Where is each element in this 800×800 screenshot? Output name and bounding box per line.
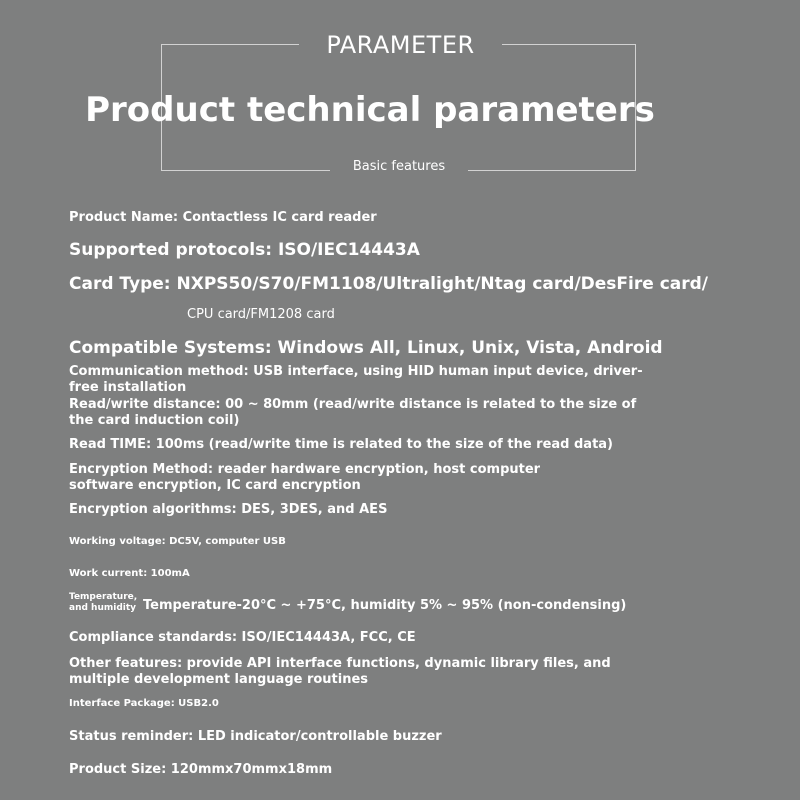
spec-systems: Compatible Systems: Windows All, Linux, Unix, Vista, Android: [69, 338, 663, 358]
spec-encryption-algorithms: Encryption algorithms: DES, 3DES, and AES: [69, 502, 388, 517]
spec-other-features: Other features: provide API interface functions, dynamic library files, and multiple development language routines: [69, 656, 611, 687]
page-title: Product technical parameters: [85, 90, 655, 130]
spec-encryption-method: Encryption Method: reader hardware encryption, host computer software encryption, IC card encryption: [69, 462, 541, 493]
spec-communication: Communication method: USB interface, using HID human input device, driver-free installation: [69, 364, 643, 395]
frame-line-right: [502, 44, 636, 45]
section-kicker: PARAMETER: [326, 31, 475, 59]
spec-card-type: Card Type: NXPS50/S70/FM1108/Ultralight/Ntag card/DesFire card/: [69, 274, 709, 294]
spec-card-type-continued: CPU card/FM1208 card: [187, 307, 335, 322]
subtitle: Basic features: [352, 159, 446, 174]
spec-size: Product Size: 120mmx70mmx18mm: [69, 762, 333, 777]
spec-current: Work current: 100mA: [69, 568, 190, 579]
spec-read-time: Read TIME: 100ms (read/write time is related to the size of the read data): [69, 437, 614, 452]
spec-compliance: Compliance standards: ISO/IEC14443A, FCC, CE: [69, 630, 416, 645]
spec-temperature-label: [69, 592, 137, 614]
spec-interface: Interface Package: USB2.0: [69, 698, 219, 709]
temp-label-line-1: Temperature,: [69, 592, 138, 602]
spec-temperature: Temperature-20°C ~ +75°C, humidity 5% ~ 95% (non-condensing): [143, 598, 627, 613]
spec-voltage: Working voltage: DC5V, computer USB: [69, 536, 286, 547]
spec-distance: Read/write distance: 00 ~ 80mm (read/write distance is related to the size of the card induction coil): [69, 397, 637, 428]
spec-protocols: Supported protocols: ISO/IEC14443A: [69, 240, 420, 260]
spec-status: Status reminder: LED indicator/controllable buzzer: [69, 729, 442, 744]
spec-product-name: Product Name: Contactless IC card reader: [69, 210, 377, 225]
temp-label-line-2: and humidity: [69, 603, 137, 613]
frame-line-left: [161, 44, 299, 45]
